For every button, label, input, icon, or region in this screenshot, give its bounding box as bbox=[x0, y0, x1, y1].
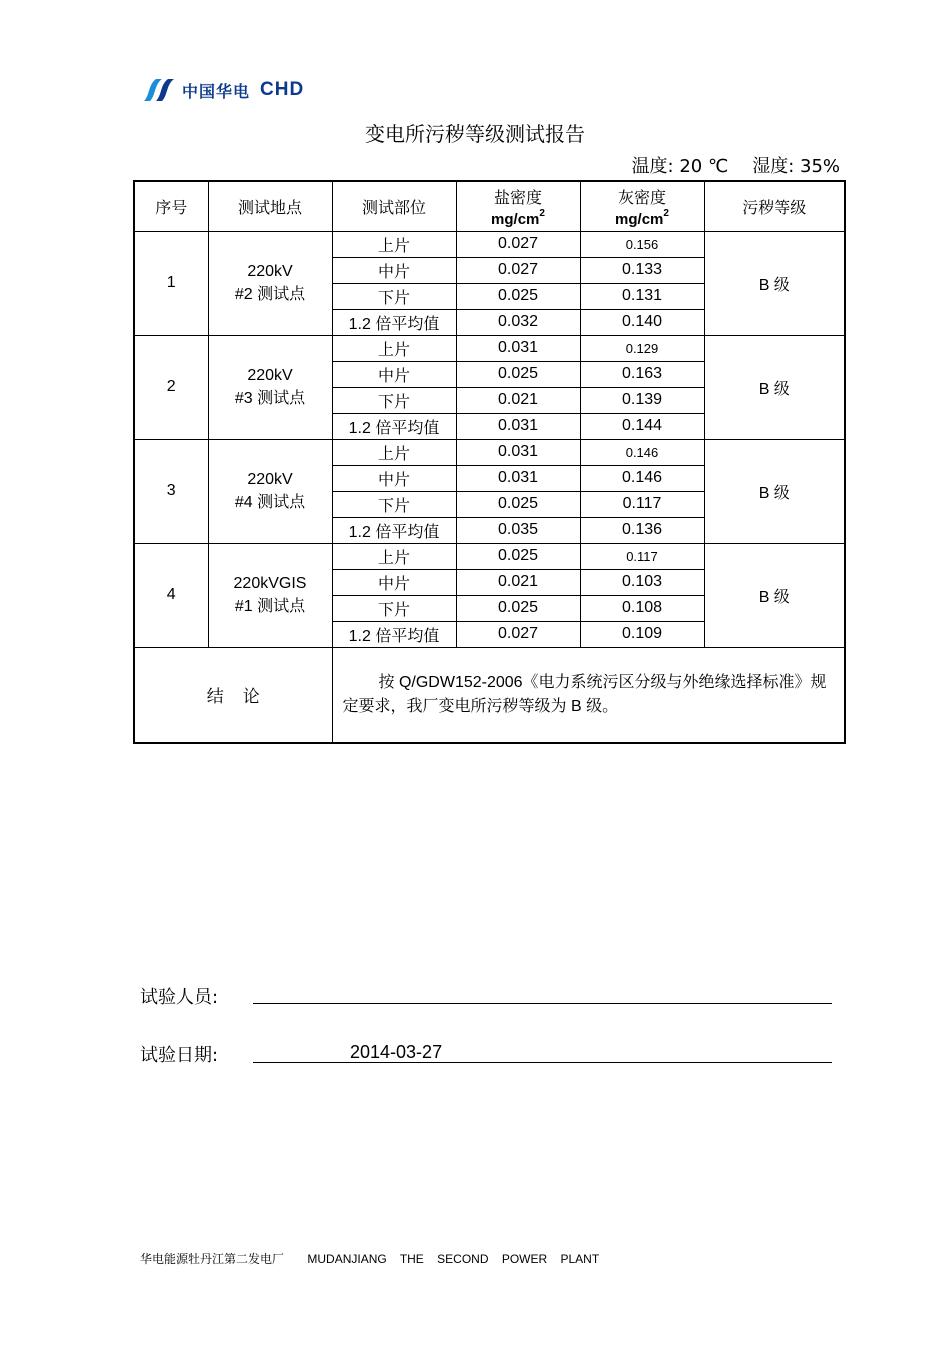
table-row bbox=[134, 231, 845, 257]
page-footer bbox=[140, 1250, 619, 1267]
test-part: 下片 bbox=[332, 283, 456, 309]
pollution-test-table bbox=[133, 180, 846, 744]
table-header-row bbox=[134, 181, 845, 231]
test-site bbox=[208, 439, 332, 543]
salt-density-value: 0.027 bbox=[456, 257, 580, 283]
test-part: 下片 bbox=[332, 595, 456, 621]
test-site-point: #4 测试点 bbox=[234, 493, 306, 511]
test-part: 上片 bbox=[332, 335, 456, 361]
test-part: 下片 bbox=[332, 387, 456, 413]
salt-density-label: 盐密度 bbox=[493, 189, 542, 207]
test-site-voltage: 220kV bbox=[247, 366, 293, 384]
ash-density-label: 灰密度 bbox=[617, 189, 666, 207]
test-part: 中片 bbox=[332, 569, 456, 595]
salt-density-value: 0.027 bbox=[456, 231, 580, 257]
company-logo bbox=[140, 76, 304, 104]
conclusion-text: 按 Q/GDW152-2006《电力系统污区分级与外绝缘选择标准》规定要求，我厂变电所污秽等级为 B 级。 bbox=[332, 647, 845, 743]
test-part: 上片 bbox=[332, 543, 456, 569]
ash-density-value: 0.163 bbox=[580, 361, 704, 387]
col-header-ash-density bbox=[580, 181, 704, 231]
date-line bbox=[253, 1062, 832, 1063]
test-conditions bbox=[632, 152, 840, 178]
salt-density-value: 0.031 bbox=[456, 413, 580, 439]
ash-density-value: 0.146 bbox=[580, 439, 704, 465]
date-label: 试验日期: bbox=[140, 1045, 219, 1066]
salt-density-value: 0.025 bbox=[456, 595, 580, 621]
table-row bbox=[134, 439, 845, 465]
ash-density-value: 0.136 bbox=[580, 517, 704, 543]
ash-density-value: 0.144 bbox=[580, 413, 704, 439]
col-header-index: 序号 bbox=[134, 181, 208, 231]
pollution-grade: B 级 bbox=[704, 543, 845, 647]
report-title: 变电所污秽等级测试报告 bbox=[365, 122, 585, 146]
test-site-voltage: 220kVGIS bbox=[233, 574, 307, 592]
pollution-grade: B 级 bbox=[704, 335, 845, 439]
footer-chinese: 华电能源牡丹江第二发电厂 bbox=[140, 1252, 285, 1266]
test-site bbox=[208, 335, 332, 439]
footer-english: MUDANJIANG THE SECOND POWER PLANT bbox=[307, 1252, 600, 1266]
test-site bbox=[208, 543, 332, 647]
ash-density-value: 0.139 bbox=[580, 387, 704, 413]
salt-density-value: 0.031 bbox=[456, 335, 580, 361]
ash-density-value: 0.156 bbox=[580, 231, 704, 257]
temperature-text: 温度: 20 ℃ bbox=[631, 156, 729, 177]
test-part: 上片 bbox=[332, 439, 456, 465]
salt-density-value: 0.025 bbox=[456, 543, 580, 569]
row-index: 2 bbox=[134, 335, 208, 439]
salt-density-value: 0.031 bbox=[456, 465, 580, 491]
test-site-point: #1 测试点 bbox=[234, 597, 306, 615]
test-site-voltage: 220kV bbox=[247, 262, 293, 280]
col-header-grade: 污秽等级 bbox=[704, 181, 845, 231]
test-date-value: 2014-03-27 bbox=[350, 1042, 443, 1062]
ash-density-value: 0.146 bbox=[580, 465, 704, 491]
test-part: 1.2 倍平均值 bbox=[332, 517, 456, 543]
col-header-salt-density bbox=[456, 181, 580, 231]
ash-density-value: 0.109 bbox=[580, 621, 704, 647]
pollution-grade: B 级 bbox=[704, 231, 845, 335]
salt-density-value: 0.025 bbox=[456, 491, 580, 517]
row-index: 3 bbox=[134, 439, 208, 543]
row-index: 1 bbox=[134, 231, 208, 335]
test-part: 中片 bbox=[332, 361, 456, 387]
ash-density-value: 0.131 bbox=[580, 283, 704, 309]
pollution-grade: B 级 bbox=[704, 439, 845, 543]
humidity-text: 湿度: 35% bbox=[752, 156, 840, 177]
test-part: 1.2 倍平均值 bbox=[332, 413, 456, 439]
test-part: 1.2 倍平均值 bbox=[332, 621, 456, 647]
salt-density-value: 0.035 bbox=[456, 517, 580, 543]
test-site-point: #2 测试点 bbox=[234, 285, 306, 303]
conclusion-label: 结 论 bbox=[134, 647, 332, 743]
salt-density-value: 0.025 bbox=[456, 283, 580, 309]
ash-density-unit: $mg/cm^2$ bbox=[615, 207, 669, 228]
row-index: 4 bbox=[134, 543, 208, 647]
ash-density-value: 0.133 bbox=[580, 257, 704, 283]
ash-density-value: 0.140 bbox=[580, 309, 704, 335]
ash-density-value: 0.103 bbox=[580, 569, 704, 595]
test-site-voltage: 220kV bbox=[247, 470, 293, 488]
ash-density-value: 0.117 bbox=[580, 491, 704, 517]
salt-density-unit: $mg/cm^2$ bbox=[491, 207, 545, 228]
tester-label: 试验人员: bbox=[140, 987, 219, 1008]
table-row bbox=[134, 335, 845, 361]
salt-density-value: 0.027 bbox=[456, 621, 580, 647]
salt-density-value: 0.021 bbox=[456, 569, 580, 595]
conclusion-row bbox=[134, 647, 845, 743]
logo-english-name: CHD bbox=[260, 79, 305, 100]
test-site bbox=[208, 231, 332, 335]
salt-density-value: 0.031 bbox=[456, 439, 580, 465]
test-part: 中片 bbox=[332, 465, 456, 491]
test-part: 下片 bbox=[332, 491, 456, 517]
test-part: 中片 bbox=[332, 257, 456, 283]
salt-density-value: 0.025 bbox=[456, 361, 580, 387]
chd-logo-icon bbox=[140, 77, 176, 103]
table-row bbox=[134, 543, 845, 569]
tester-signature-line bbox=[253, 1003, 832, 1004]
col-header-part: 测试部位 bbox=[332, 181, 456, 231]
salt-density-value: 0.021 bbox=[456, 387, 580, 413]
ash-density-value: 0.117 bbox=[580, 543, 704, 569]
test-site-point: #3 测试点 bbox=[234, 389, 306, 407]
logo-chinese-name: 中国华电 bbox=[182, 81, 251, 101]
test-part: 1.2 倍平均值 bbox=[332, 309, 456, 335]
salt-density-value: 0.032 bbox=[456, 309, 580, 335]
ash-density-value: 0.108 bbox=[580, 595, 704, 621]
col-header-site: 测试地点 bbox=[208, 181, 332, 231]
ash-density-value: 0.129 bbox=[580, 335, 704, 361]
test-part: 上片 bbox=[332, 231, 456, 257]
